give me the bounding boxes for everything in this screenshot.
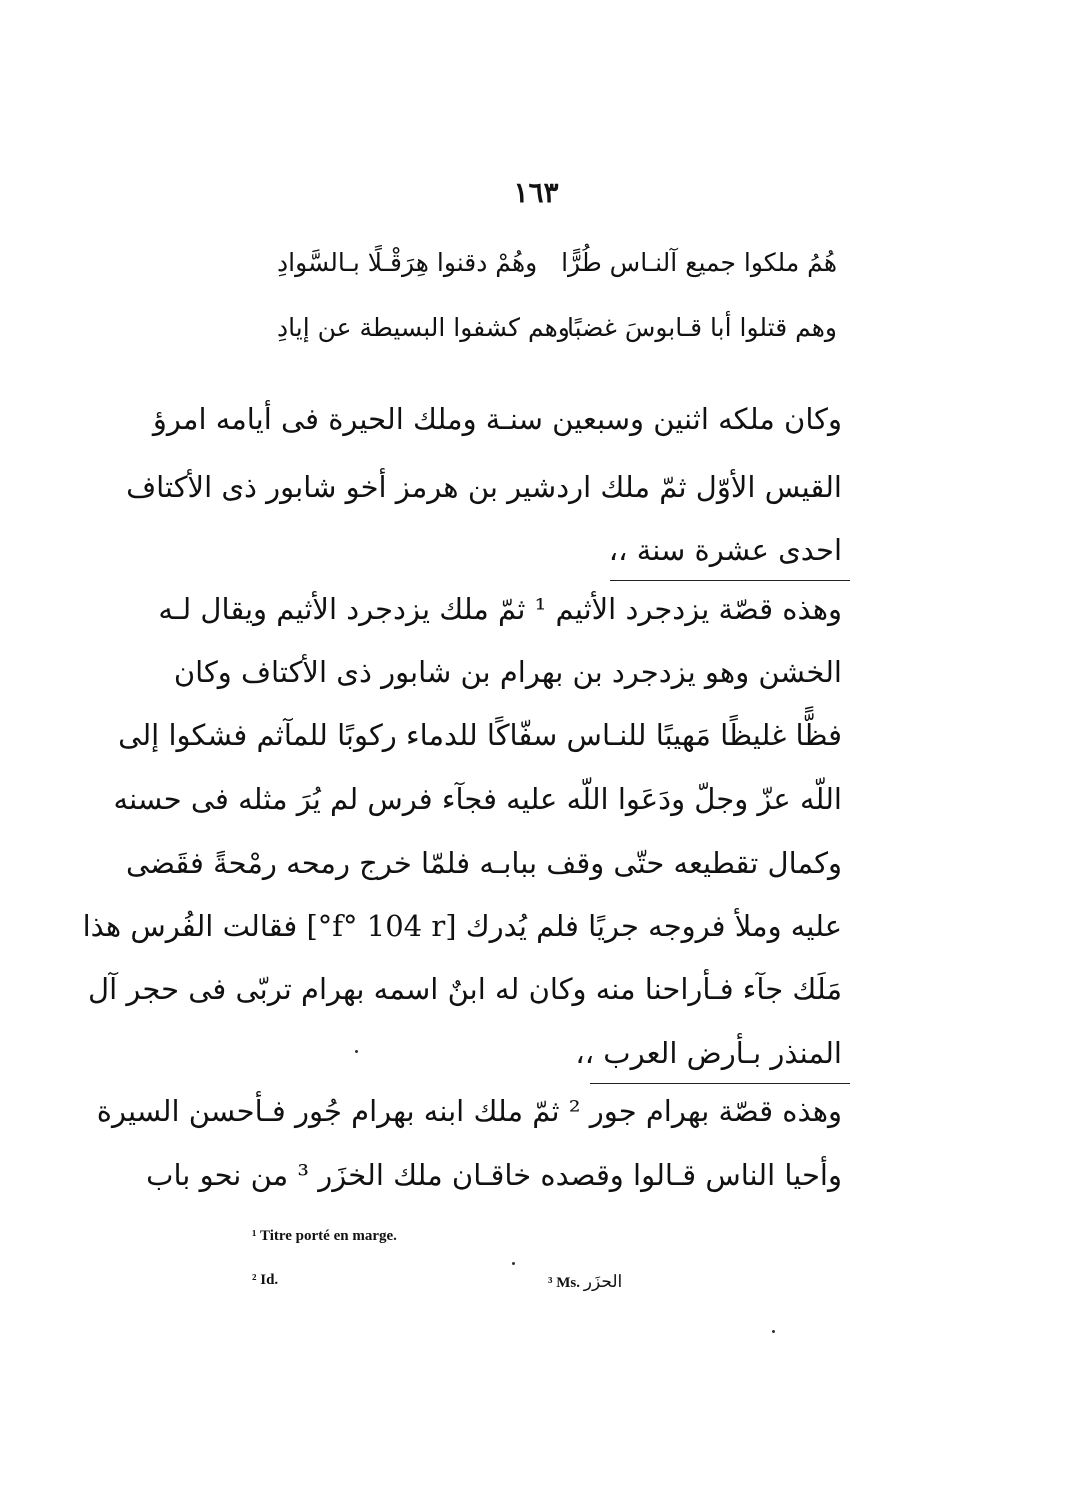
- prose-line: القيس الأوّل ثمّ ملك اردشير بن هرمز أخو شابور ذى الأكتاف: [126, 470, 842, 504]
- footnote-2: [252, 1272, 278, 1289]
- verse-line-2: [277, 313, 837, 357]
- footnote-mark: ¹: [252, 1228, 257, 1244]
- prose-line: عليه وملأ فروجه جريًا فلم يُدرك [f° 104 r°] فقالت الفُرس هذا: [82, 909, 842, 943]
- prose-line: احدى عشرة سنة ،،: [608, 533, 842, 567]
- prose-line: اللّه عزّ وجلّ ودَعَوا اللّه عليه فجآء فرس لم يُرَ مثله فى حسنه: [113, 782, 842, 816]
- footnote-arabic: الحزَر: [583, 1272, 623, 1292]
- footnote-text: Id.: [260, 1272, 279, 1288]
- page-number: ١٦٣: [513, 176, 559, 209]
- section-rule: [610, 580, 850, 581]
- footnote-1: [252, 1228, 397, 1245]
- verse-hemistich-second: وهُمْ دقنوا هِرَقْـلًا بـالسَّوادِ: [277, 248, 538, 277]
- scan-speck: [355, 1050, 358, 1053]
- section-rule: [590, 1083, 850, 1084]
- prose-line: وكان ملكه اثنين وسبعين سنـة وملك الحيرة فى أيامه امرؤ: [152, 402, 842, 436]
- prose-line: فظًّا غليظًا مَهيبًا للنـاس سفّاكًا للدماء ركوبًا للمآثم فشكوا إلى: [118, 718, 842, 752]
- scan-speck: [772, 1330, 775, 1333]
- prose-line: وهذه قصّة يزدجرد الأثيم ¹ ثمّ ملك يزدجرد الأثيم ويقال لـه: [158, 592, 842, 626]
- prose-line: الخشن وهو يزدجرد بن بهرام بن شابور ذى الأكتاف وكان: [173, 655, 842, 689]
- footnote-text: Ms.: [556, 1275, 580, 1291]
- prose-line: المنذر بـأرض العرب ،،: [575, 1036, 842, 1070]
- verse-hemistich-first: وهم قتلوا أبا قـابوسَ غضبًا: [566, 313, 837, 342]
- footnote-text: Titre porté en marge.: [259, 1228, 397, 1244]
- prose-line: وكمال تقطيعه حتّى وقف ببابـه فلمّا خرج رمحه رمْحةً فقَضى: [126, 846, 842, 880]
- prose-line: مَلَك جآء فـأراحنا منه وكان له ابنٌ اسمه بهرام تربّى فى حجر آل: [88, 972, 842, 1006]
- prose-line: وأحيا الناس قـالوا وقصده خاقـان ملك الخزَر ³ من نحو باب: [146, 1158, 842, 1192]
- verse-hemistich-second: وهم كشفوا البسيطة عن إيادِ: [277, 313, 570, 342]
- prose-line: وهذه قصّة بهرام جور ² ثمّ ملك ابنه بهرام جُور فـأحسن السيرة: [96, 1094, 842, 1128]
- scan-speck: [512, 1262, 515, 1265]
- footnote-mark: ²: [252, 1272, 257, 1288]
- footnote-3: [548, 1272, 622, 1292]
- verse-hemistich-first: هُمُ ملكوا جميع آلنـاس طُرًّا: [561, 248, 837, 277]
- footnote-mark: ³: [548, 1275, 553, 1291]
- verse-line-1: [277, 248, 837, 292]
